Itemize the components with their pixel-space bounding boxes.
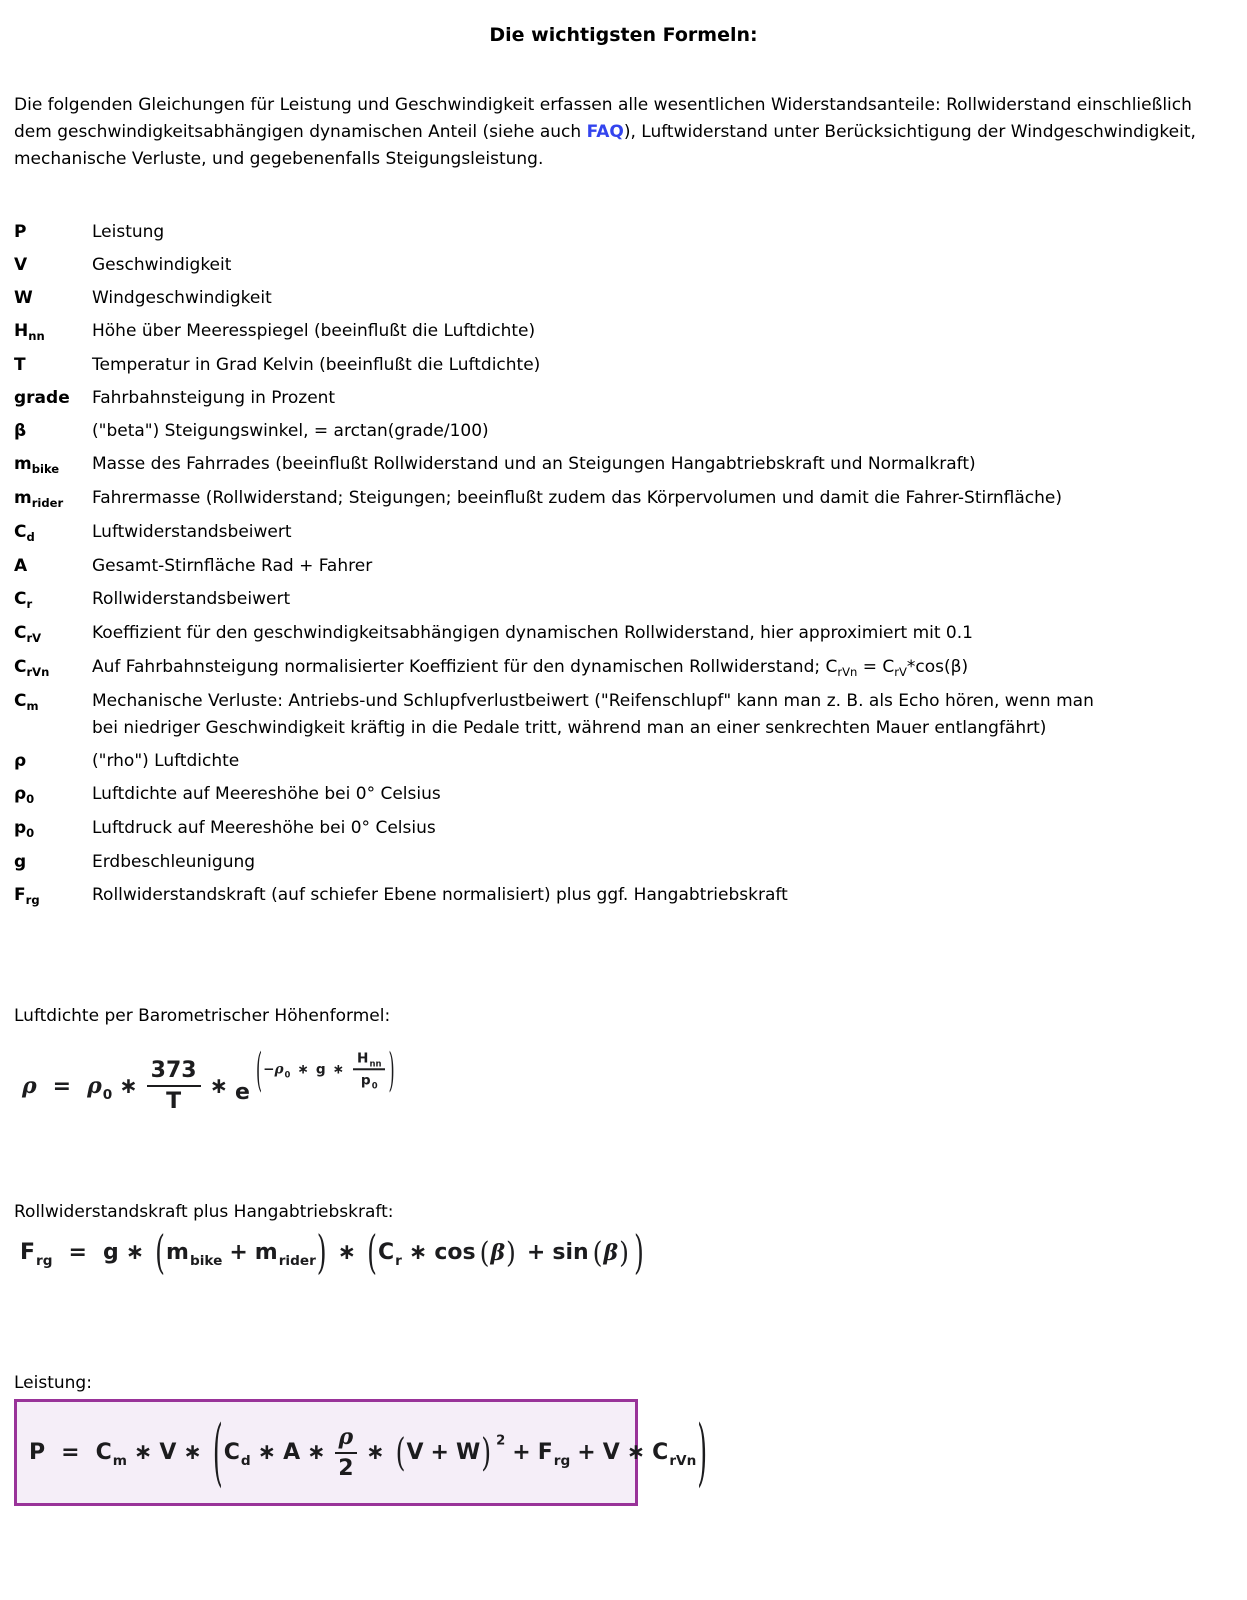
math-token: sin — [552, 1240, 589, 1265]
symbol-label: $C_{rVn}$ — [14, 657, 50, 680]
symbol-description: Temperatur in Grad Kelvin (beeinflußt die Luftdichte) — [92, 355, 541, 375]
math-operator: ∗ — [119, 1073, 138, 1099]
symbol-description: Fahrbahnsteigung in Prozent — [92, 388, 336, 408]
subscript: 0 — [371, 1079, 378, 1090]
math-token — [604, 1240, 619, 1266]
subscript: rg — [36, 1252, 53, 1269]
math-token: C — [95, 1440, 112, 1465]
math-token — [87, 1073, 113, 1103]
symbol-description: Luftdruck auf Meereshöhe bei 0° Celsius — [92, 818, 436, 838]
symbol-label: V — [14, 255, 28, 275]
math-token: ) — [388, 1041, 395, 1097]
paren-group — [479, 1235, 517, 1270]
math-operator: ∗ — [297, 1061, 309, 1078]
math-token — [353, 1050, 385, 1070]
math-token — [338, 1454, 353, 1481]
section-label-rolling: Rollwiderstandskraft plus Hangabtriebskraft: — [14, 1202, 394, 1222]
symbol-label: $H_{nn}$ — [14, 321, 45, 344]
subscript: rV — [26, 631, 42, 646]
intro-paragraph — [14, 92, 1214, 173]
math-token: C — [223, 1440, 240, 1465]
math-operator: = — [61, 1440, 80, 1465]
superscript: 2 — [496, 1433, 506, 1449]
math-token: C — [652, 1440, 669, 1465]
math-token — [377, 1235, 633, 1270]
symbol-description: Rollwiderstandskraft (auf schiefer Ebene normalisiert) plus ggf. Hangabtriebskraft — [92, 885, 788, 905]
math-token: ( — [592, 1235, 603, 1270]
math-token — [147, 1058, 201, 1087]
subscript: rg — [25, 893, 40, 908]
symbol-label: $C_{rV}$ — [14, 623, 42, 646]
paren-group — [366, 1226, 645, 1279]
math-token: β — [490, 1239, 506, 1266]
paren-group — [212, 1410, 708, 1495]
math-token: ) — [634, 1226, 644, 1279]
math-token: ( — [395, 1430, 406, 1475]
paren-group — [255, 1041, 396, 1097]
math-token: ( — [479, 1235, 490, 1270]
intro-text-after: ), Luftwiderstand unter Berücksichtigung der Windgeschwindigkeit, mechanische Verluste, und gegebenenfalls Steigungsleistung. — [14, 122, 1196, 169]
symbol-label: $C_d$ — [14, 522, 35, 545]
paren-group — [154, 1226, 328, 1279]
symbol-description: Luftdichte auf Meereshöhe bei 0° Celsius — [92, 784, 441, 804]
fraction — [335, 1424, 358, 1481]
math-token: ( — [255, 1041, 263, 1097]
math-token: ) — [481, 1430, 492, 1475]
subscript: rVn — [669, 1452, 697, 1469]
power-formula-box — [14, 1399, 708, 1506]
math-operator: + — [526, 1240, 546, 1265]
paren-group — [592, 1235, 630, 1270]
math-token — [254, 1240, 316, 1269]
math-token — [166, 1240, 223, 1269]
math-token — [274, 1061, 290, 1077]
page-title: Die wichtigsten Formeln: — [489, 24, 758, 46]
power-formula — [29, 1410, 708, 1495]
subscript: d — [26, 530, 35, 545]
math-token: cos — [434, 1240, 476, 1265]
subscript: rider — [278, 1252, 316, 1269]
subscript: nn — [369, 1057, 382, 1068]
symbol-label: β — [14, 421, 27, 441]
math-token — [166, 1240, 316, 1269]
math-token — [95, 1440, 127, 1469]
math-operator: = — [52, 1073, 72, 1099]
symbol-description: Auf Fahrbahnsteigung normalisierter Koeffizient für den dynamischen Rollwiderstand; $C_{rVn} = C_{rV}*\cos(\beta)$ — [92, 657, 969, 680]
subscript: m — [112, 1452, 127, 1469]
math-token: ρ — [338, 1424, 354, 1450]
math-token: ) — [619, 1235, 630, 1270]
symbol-label: A — [14, 556, 28, 576]
math-token: g — [102, 1240, 119, 1265]
math-token — [392, 1430, 496, 1475]
math-operator: ∗ — [366, 1440, 385, 1465]
symbol-description: Leistung — [92, 222, 165, 242]
math-token: ρ — [22, 1073, 37, 1099]
math-token — [361, 1070, 378, 1088]
symbol-description: ("rho") Luftdichte — [92, 751, 240, 771]
math-token — [357, 1050, 381, 1066]
subscript: nn — [28, 329, 45, 344]
symbol-description: Geschwindigkeit — [92, 255, 232, 275]
density-formula — [22, 1041, 1233, 1114]
math-token — [377, 1240, 402, 1269]
math-operator: ∗ — [133, 1440, 153, 1465]
math-token — [537, 1440, 571, 1469]
symbol-label: ρ — [14, 751, 27, 771]
math-token — [166, 1087, 181, 1114]
math-token — [263, 1050, 387, 1088]
symbol-label: $C_r$ — [14, 589, 33, 612]
subscript: rider — [31, 496, 64, 511]
math-token: 373 — [150, 1058, 197, 1083]
math-operator: ∗ — [626, 1440, 646, 1465]
symbol-label: $m_{bike}$ — [14, 454, 60, 477]
subscript: r — [395, 1252, 402, 1269]
subscript: 0 — [26, 792, 35, 807]
exponent — [252, 1041, 399, 1097]
faq-link[interactable]: FAQ — [586, 122, 624, 142]
math-token — [490, 1240, 505, 1266]
math-token: V — [159, 1440, 177, 1465]
math-operator: + — [577, 1440, 596, 1465]
math-token: m — [166, 1240, 189, 1265]
math-operator: ∗ — [183, 1440, 202, 1465]
subscript: 0 — [102, 1086, 113, 1103]
math-operator: ∗ — [257, 1440, 277, 1465]
subscript: rg — [553, 1452, 571, 1469]
math-token: ( — [155, 1226, 166, 1279]
math-token: V — [406, 1440, 424, 1465]
symbol-description: Windgeschwindigkeit — [92, 288, 272, 308]
math-token — [361, 1072, 378, 1088]
symbol-label: T — [14, 355, 26, 375]
section-label-density: Luftdichte per Barometrischer Höhenformel: — [14, 1006, 391, 1026]
rolling-resistance-formula — [20, 1226, 1233, 1279]
subscript: bike — [189, 1252, 223, 1269]
symbol-description: Rollwiderstandsbeiwert — [92, 589, 291, 609]
symbol-description: Höhe über Meeresspiegel (beeinflußt die Luftdichte) — [92, 321, 536, 341]
squared-group — [392, 1430, 506, 1475]
math-operator: ∗ — [332, 1061, 345, 1078]
math-token — [223, 1440, 251, 1469]
math-token: g — [315, 1061, 326, 1078]
symbol-label: P — [14, 222, 27, 242]
math-operator: + — [512, 1440, 531, 1465]
symbol-description: Mechanische Verluste: Antriebs-und Schlupfverlustbeiwert ("Reifenschlupf" kann man z. B. als Echo hören, wenn man bei niedriger Geschwindigkeit kräftig in die Pedale tritt, während man an einer senkrechten Mauer entlangfährt) — [92, 691, 1094, 738]
symbol-label: W — [14, 288, 33, 308]
math-token: C — [377, 1240, 395, 1265]
symbol-description: Fahrermasse (Rollwiderstand; Steigungen; beeinflußt zudem das Körpervolumen und damit die Fahrer-Stirnfläche) — [92, 488, 1063, 508]
math-token: ) — [316, 1226, 327, 1279]
subscript: 0 — [26, 826, 35, 841]
math-token — [235, 1080, 250, 1105]
math-token: P — [29, 1440, 46, 1465]
symbol-description: Luftwiderstandsbeiwert — [92, 522, 292, 542]
math-token: − — [263, 1061, 275, 1078]
math-token — [406, 1440, 480, 1465]
math-token: ) — [506, 1235, 516, 1270]
math-token: T — [166, 1089, 182, 1114]
math-operator: ∗ — [209, 1073, 229, 1099]
math-operator: ∗ — [337, 1240, 357, 1265]
math-token: m — [254, 1240, 278, 1265]
math-operator: = — [68, 1240, 87, 1265]
intro-text-before: Die folgenden Gleichungen für Leistung und Geschwindigkeit erfassen alle wesentlichen Widerstandsanteile: Rollwiderstand einschließlich dem geschwindigkeitsabhängigen dynamischen Anteil (siehe auch — [14, 95, 1192, 142]
math-token: e — [235, 1080, 250, 1105]
subscript: rVn — [26, 665, 50, 680]
math-token — [20, 1240, 53, 1269]
math-operator: ∗ — [307, 1440, 326, 1465]
math-token — [652, 1440, 697, 1469]
symbol-description: Masse des Fahrrades (beeinflußt Rollwiderstand und an Steigungen Hangabtriebskraft und Normalkraft) — [92, 454, 976, 474]
subscript: r — [26, 597, 33, 612]
exponent-group — [235, 1041, 399, 1105]
subscript: rV — [894, 665, 907, 680]
symbol-label: g — [14, 852, 27, 872]
symbol-description: ("beta") Steigungswinkel, = arctan(grade/100) — [92, 421, 489, 441]
symbol-description: Erdbeschleunigung — [92, 852, 256, 872]
math-token: F — [20, 1240, 36, 1265]
symbol-label: $p_0$ — [14, 818, 35, 841]
subscript: bike — [31, 462, 60, 477]
math-token: A — [283, 1440, 301, 1465]
math-token: H — [357, 1050, 369, 1067]
math-operator: + — [430, 1440, 449, 1465]
symbol-label: $C_m$ — [14, 691, 39, 714]
symbol-definition-list — [14, 219, 1233, 910]
fraction — [353, 1050, 385, 1088]
math-token: ( — [367, 1226, 377, 1279]
math-token: p — [360, 1072, 371, 1089]
math-operator: + — [229, 1240, 248, 1265]
math-token: ρ — [274, 1061, 284, 1078]
math-token — [224, 1424, 697, 1481]
math-token: W — [455, 1440, 481, 1465]
section-label-power: Leistung: — [14, 1373, 92, 1393]
paren-group — [395, 1430, 493, 1475]
math-token: ) — [697, 1410, 708, 1495]
fraction — [147, 1058, 201, 1114]
math-token: V — [602, 1440, 620, 1465]
math-token: ρ — [87, 1073, 102, 1099]
subscript: d — [240, 1452, 251, 1469]
math-token: ( — [212, 1410, 223, 1495]
symbol-description: Gesamt-Stirnfläche Rad + Fahrer — [92, 556, 373, 576]
math-token: 2 — [338, 1456, 354, 1481]
subscript: 0 — [284, 1068, 291, 1079]
symbol-label: $m_{rider}$ — [14, 488, 64, 511]
math-token — [335, 1424, 358, 1454]
symbol-description: Koeffizient für den geschwindigkeitsabhängigen dynamischen Rollwiderstand, hier approximiert mit 0.1 — [92, 623, 973, 643]
math-operator: ∗ — [125, 1240, 145, 1265]
symbol-label: grade — [14, 388, 70, 408]
math-token: β — [603, 1239, 619, 1266]
subscript: m — [26, 699, 39, 714]
math-operator: ∗ — [408, 1240, 428, 1265]
symbol-label: $F_{rg}$ — [14, 885, 40, 908]
math-token: F — [537, 1440, 553, 1465]
symbol-label: $\rho_0$ — [14, 784, 35, 807]
subscript: rVn — [837, 665, 858, 680]
